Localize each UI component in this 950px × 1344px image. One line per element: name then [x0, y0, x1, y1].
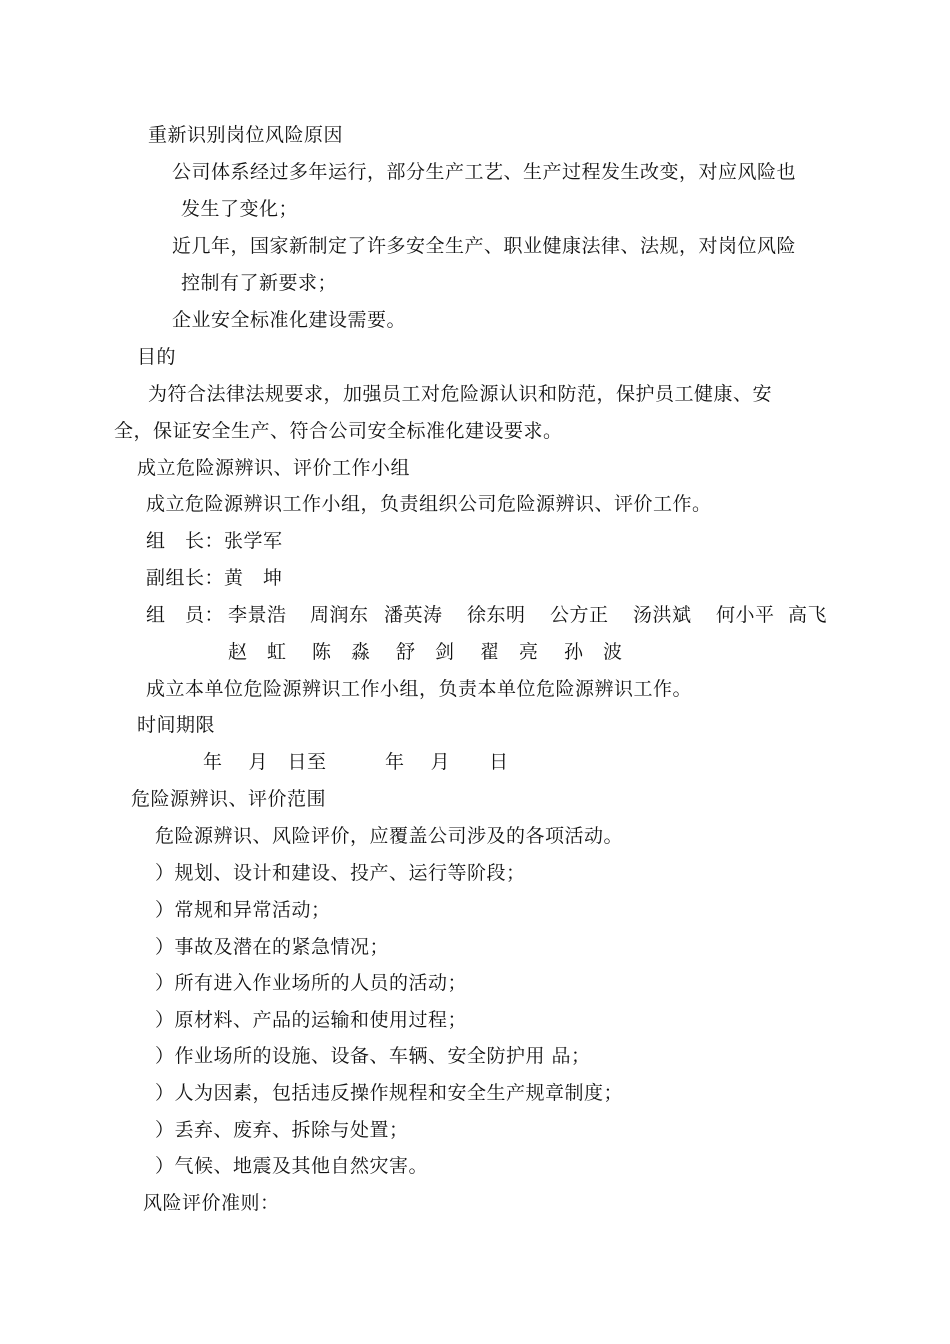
team-intro: 成立危险源辨识工作小组，负责组织公司危险源辨识、评价工作。 — [146, 493, 712, 515]
scope-item: ）所有进入作业场所的人员的活动； — [155, 972, 468, 994]
purpose-heading: 目的 — [137, 346, 177, 368]
member-name: 何小平 — [716, 604, 775, 626]
member-name: 翟 亮 — [480, 641, 539, 663]
member-name: 周润东 — [310, 604, 369, 626]
timeline-heading: 时间期限 — [137, 714, 216, 736]
scope-intro: 危险源辨识、风险评价，应覆盖公司涉及的各项活动。 — [155, 825, 624, 847]
scope-item: ）原材料、产品的运输和使用过程； — [155, 1009, 468, 1031]
leader-name: 张学军 — [224, 530, 283, 552]
deputy-label: 副组长： — [146, 567, 225, 589]
member-name: 潘英涛 — [384, 604, 443, 626]
member-name: 陈 淼 — [312, 641, 371, 663]
scope-heading: 危险源辨识、评价范围 — [131, 788, 327, 810]
scope-item: ）事故及潜在的紧急情况； — [155, 936, 390, 958]
scope-item: ）作业场所的设施、设备、车辆、安全防护用 品； — [155, 1045, 591, 1067]
member-name: 孙 波 — [564, 641, 623, 663]
scope-item: ）规划、设计和建设、投产、运行等阶段； — [155, 862, 526, 884]
reasons-item1-line2: 发生了变化； — [181, 198, 299, 220]
reasons-item2-line2: 控制有了新要求； — [181, 272, 338, 294]
member-name: 高飞 — [788, 604, 828, 626]
timeline-date-line: 年 月 日至 年 月 日 — [203, 751, 509, 773]
member-name: 徐东明 — [467, 604, 526, 626]
team-deputy-row — [146, 566, 283, 590]
reasons-heading: 重新识别岗位风险原因 — [148, 124, 344, 146]
reasons-item1-line1: 公司体系经过多年运行，部分生产工艺、生产过程发生改变，对应风险也 — [172, 161, 797, 183]
team-leader-row — [146, 529, 283, 553]
scope-item: ）人为因素，包括违反操作规程和安全生产规章制度； — [155, 1082, 624, 1104]
scope-item: ）丢弃、废弃、拆除与处置； — [155, 1119, 409, 1141]
member-name: 李景浩 — [228, 604, 287, 626]
leader-label: 组 长： — [146, 530, 225, 552]
purpose-line1: 为符合法律法规要求，加强员工对危险源认识和防范，保护员工健康、安 — [148, 383, 773, 405]
reasons-item2-line1: 近几年，国家新制定了许多安全生产、职业健康法律、法规，对岗位风险 — [172, 235, 797, 257]
member-name: 赵 虹 — [228, 641, 287, 663]
reasons-item3: 企业安全标准化建设需要。 — [172, 309, 407, 331]
members-label: 组 员： — [146, 604, 225, 626]
scope-item: ）常规和异常活动； — [155, 899, 331, 921]
team-unit: 成立本单位危险源辨识工作小组，负责本单位危险源辨识工作。 — [146, 678, 693, 700]
criteria-heading: 风险评价准则： — [143, 1192, 280, 1214]
scope-item: ）气候、地震及其他自然灾害。 — [155, 1155, 429, 1177]
purpose-line2: 全，保证安全生产、符合公司安全标准化建设要求。 — [114, 420, 563, 442]
member-name: 舒 剑 — [396, 641, 455, 663]
deputy-name: 黄 坤 — [224, 567, 283, 589]
member-name: 公方正 — [550, 604, 609, 626]
team-heading: 成立危险源辨识、评价工作小组 — [137, 457, 411, 479]
member-name: 汤洪斌 — [633, 604, 692, 626]
